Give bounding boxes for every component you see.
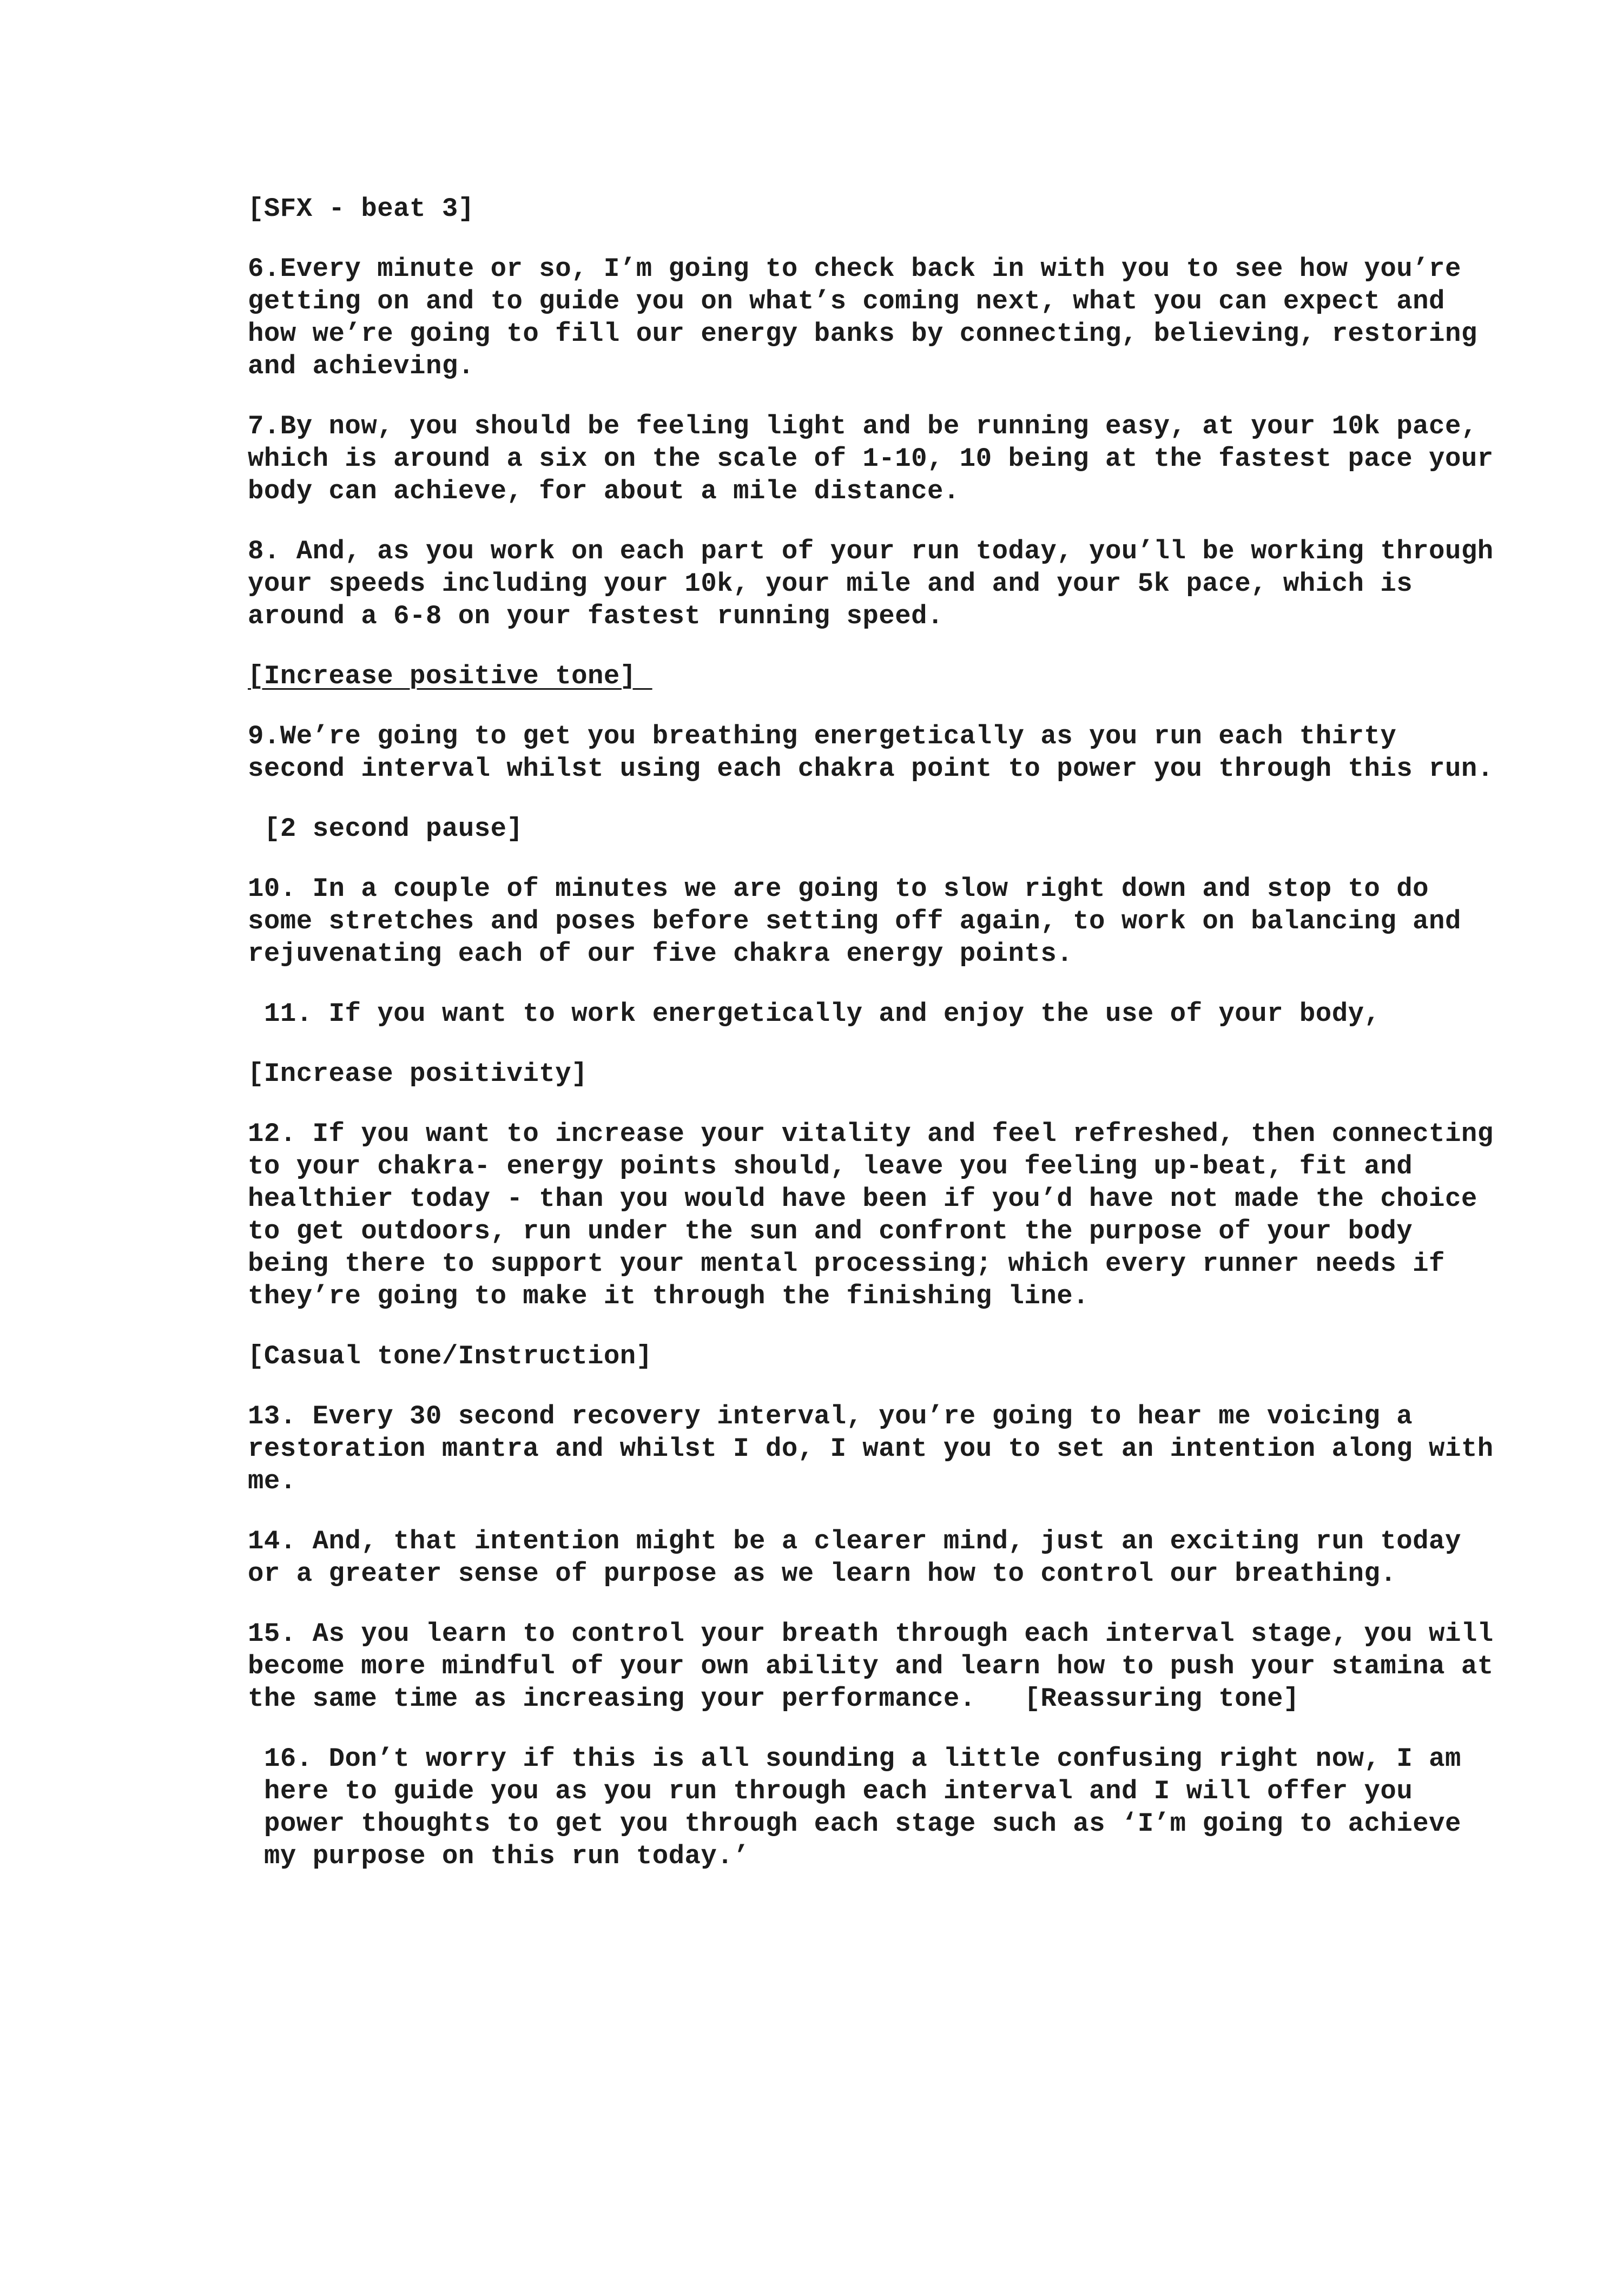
positive-tone-cue xyxy=(248,660,1508,692)
positivity-cue: [Increase positivity] xyxy=(248,1059,588,1089)
paragraph-15: 15. As you learn to control your breath through each interval stage, you will become more mindful of your own ability and learn how to push your stamina at the same time as increasing your performance. [Reassuring tone] xyxy=(248,1619,1510,1714)
paragraph-12: 12. If you want to increase your vitality and feel refreshed, then connecting to your chakra- energy points should, leave you feeling up-beat, fit and healthier today - than you would have been if you’d have not made the choice to get outdoors, run under the sun and confront the purpose of your body being there to support your mental processing; which every runner needs if they’re going to make it through the finishing line. xyxy=(248,1119,1510,1311)
paragraph-11: 11. If you want to work energetically and enjoy the use of your body, xyxy=(264,999,1381,1029)
paragraph-6: 6.Every minute or so, I’m going to check back in with you to see how you’re getting on and to guide you on what’s coming next, what you can expect and how we’re going to fill our energy banks by connecting, believing, restoring and achieving. xyxy=(248,254,1494,381)
paragraph-8: 8. And, as you work on each part of your run today, you’ll be working through your speeds including your 10k, your mile and and your 5k pace, which is around a 6-8 on your fastest running speed. xyxy=(248,536,1510,631)
positive-tone-cue-text: [Increase positive tone] xyxy=(248,661,652,691)
paragraph-14: 14. And, that intention might be a clearer mind, just an exciting run today or a greater sense of purpose as we learn how to control our breathing. xyxy=(248,1526,1477,1589)
pause-cue: [2 second pause] xyxy=(264,814,523,844)
casual-tone-cue: [Casual tone/Instruction] xyxy=(248,1341,652,1371)
paragraph-9: 9.We’re going to get you breathing energetically as you run each thirty second interval whilst using each chakra point to power you through this run. xyxy=(248,721,1494,784)
script-body xyxy=(248,193,1508,1900)
sfx-cue: [SFX - beat 3] xyxy=(248,194,474,224)
paragraph-7: 7.By now, you should be feeling light and be running easy, at your 10k pace, which is around a six on the scale of 1-10, 10 being at the fastest pace your body can achieve, for about a mile distance. xyxy=(248,411,1510,506)
paragraph-10: 10. In a couple of minutes we are going to slow right down and stop to do some stretches and poses before setting off again, to work on balancing and rejuvenating each of our five chakra energy points. xyxy=(248,874,1477,969)
paragraph-13: 13. Every 30 second recovery interval, you’re going to hear me voicing a restoration mantra and whilst I do, I want you to set an intention along with me. xyxy=(248,1401,1510,1496)
paragraph-16: 16. Don’t worry if this is all sounding a little confusing right now, I am here to guide you as you run through each interval and I will offer you power thoughts to get you through each stage such as ‘I’m going to achieve my purpose on this run today.’ xyxy=(264,1744,1477,1871)
